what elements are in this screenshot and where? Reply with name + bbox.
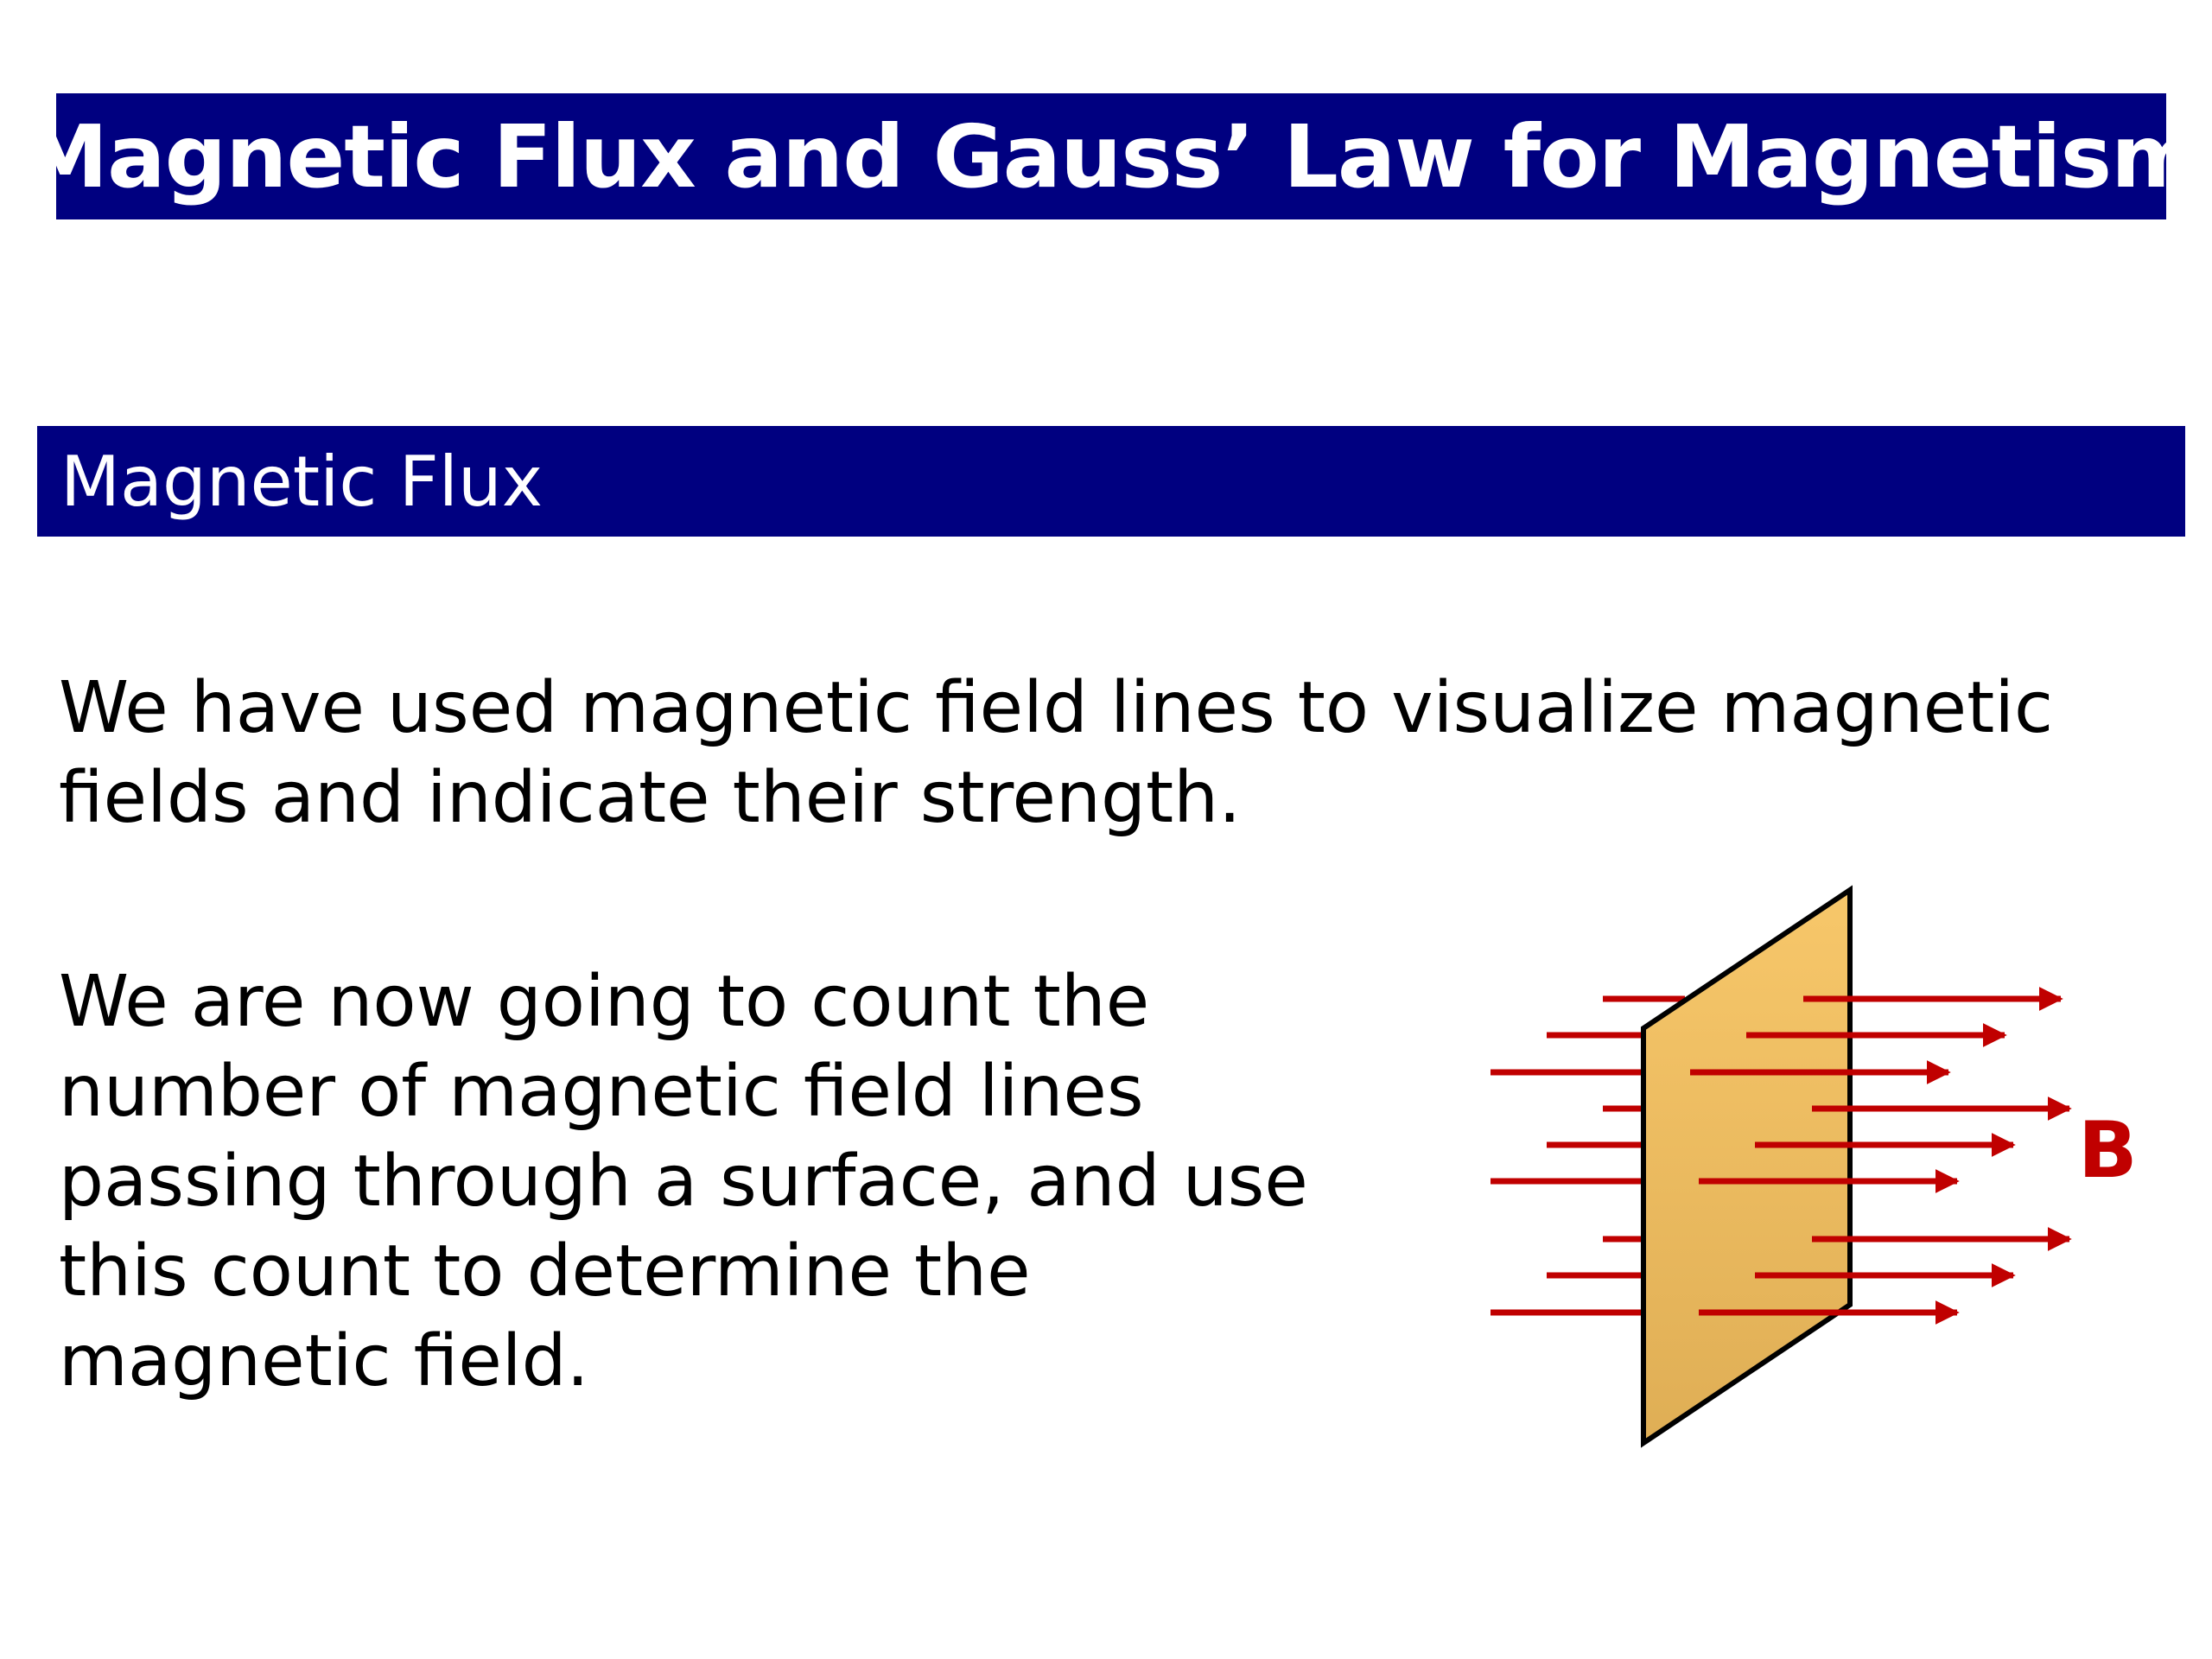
field-label-b: B: [2078, 1105, 2138, 1196]
flux-diagram-svg: [1469, 873, 2143, 1460]
counting-paragraph: We are now going to count the number of magnetic field lines passing through a surface, and use this count to determine the magnetic field.: [59, 961, 1308, 1402]
title-bar: [22, 93, 2201, 219]
intro-paragraph: We have used magnetic field lines to visualize magnetic fields and indicate their strength.: [59, 667, 2054, 839]
slide-title: Magnetic Flux and Gauss’ Law for Magnetism: [22, 105, 2201, 207]
magnetic-flux-diagram: [1469, 873, 2143, 1460]
surface-plane: [1643, 890, 1850, 1443]
section-header-bar: [37, 426, 2185, 537]
section-heading: Magnetic Flux: [60, 441, 543, 522]
